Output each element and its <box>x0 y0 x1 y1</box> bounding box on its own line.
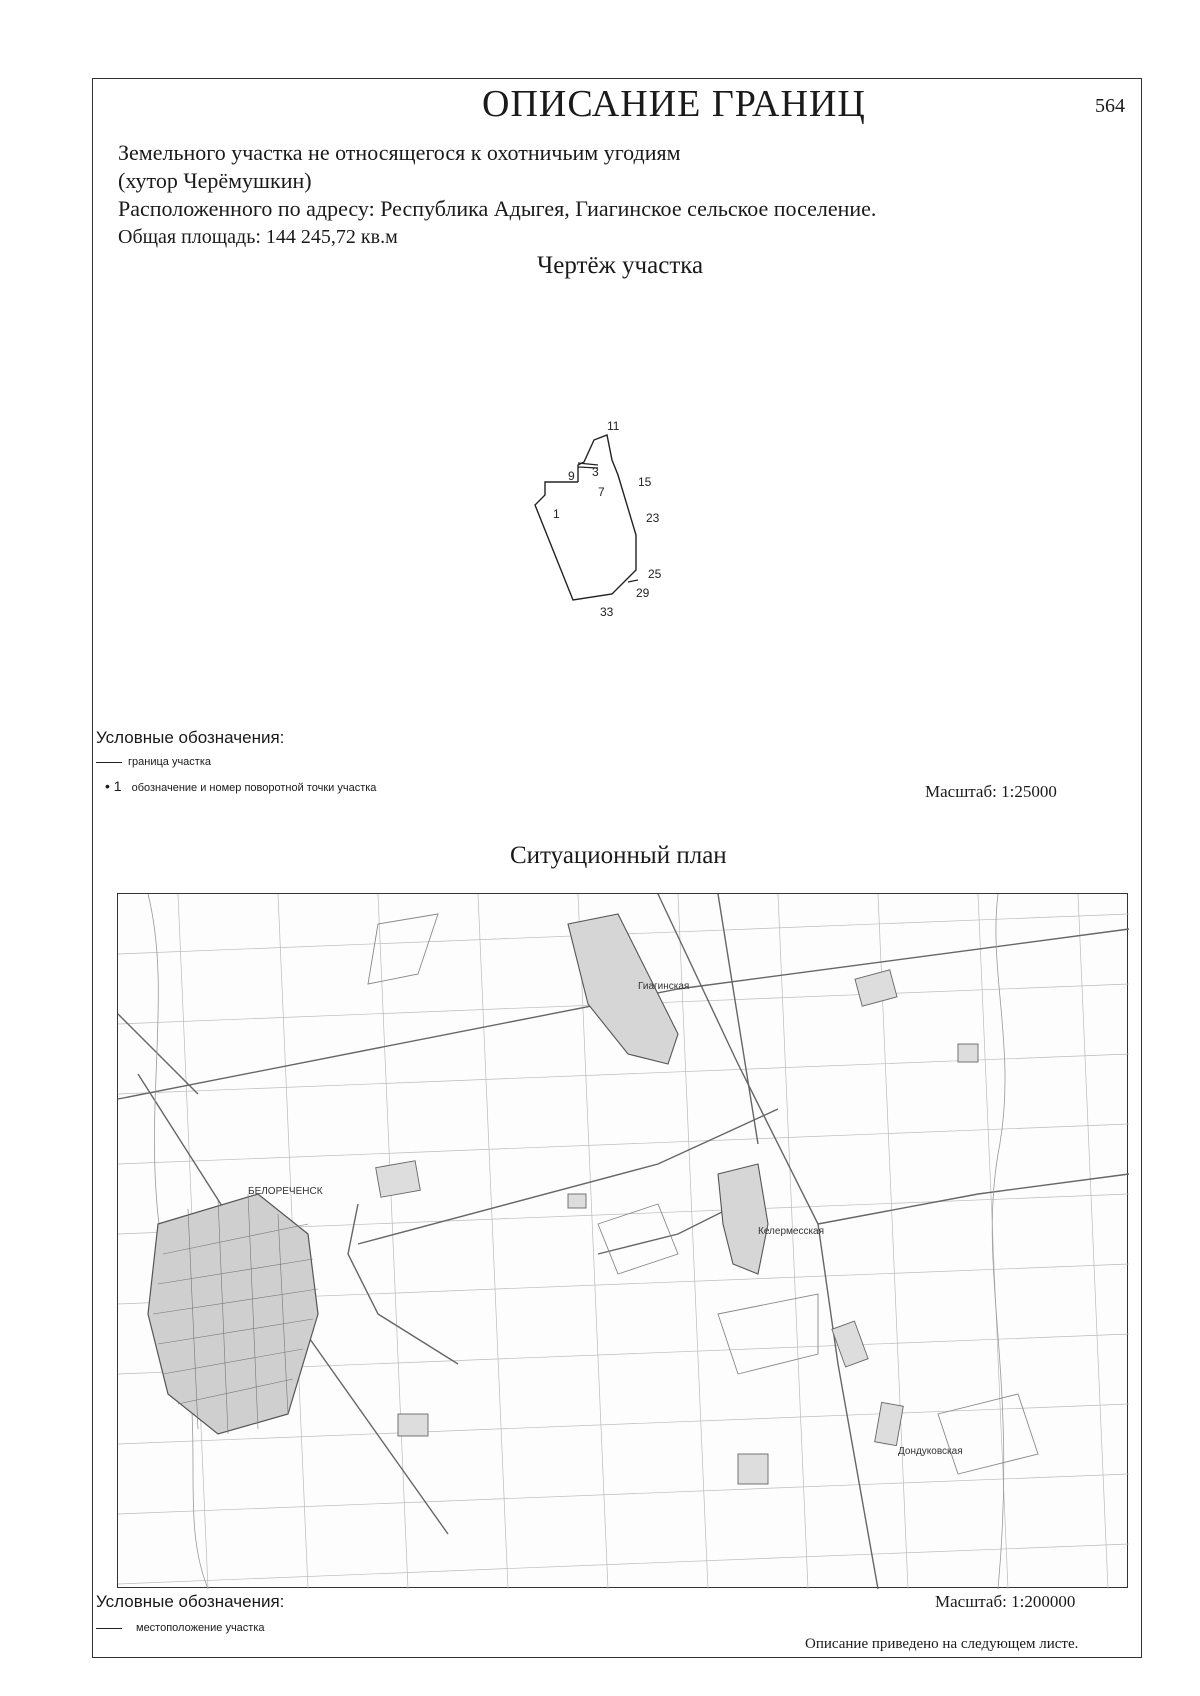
point-label: 25 <box>648 567 662 581</box>
situation-legend-title: Условные обозначения: <box>96 1592 285 1611</box>
point-label: 33 <box>600 605 614 619</box>
situation-map <box>117 893 1128 1588</box>
plot-inner-line <box>628 580 638 582</box>
plot-legend-boundary <box>96 756 211 768</box>
town-belorechensk <box>148 1194 318 1434</box>
plot-section-title: Чертёж участка <box>537 252 704 279</box>
plot-boundary <box>535 435 636 600</box>
map-label: Гиагинская <box>638 981 690 992</box>
map-label: БЕЛОРЕЧЕНСК <box>248 1186 323 1197</box>
point-label: 29 <box>636 586 650 600</box>
plot-legend-title: Условные обозначения: <box>96 728 285 747</box>
plot-scale: Масштаб: 1:25000 <box>925 782 1057 801</box>
point-label: 15 <box>638 475 652 489</box>
point-label: 7 <box>598 485 605 499</box>
point-label: 11 <box>607 419 620 433</box>
map-settlements <box>376 970 978 1484</box>
plot-legend-point <box>105 778 376 794</box>
map-label: Дондуковская <box>898 1446 963 1457</box>
header-line-4: Общая площадь: 144 245,72 кв.м <box>118 226 398 248</box>
map-fields <box>368 914 1038 1474</box>
situation-legend-location-label: местоположение участка <box>136 1622 265 1634</box>
village-kelermesskaya <box>718 1164 768 1274</box>
situation-section-title: Ситуационный план <box>510 842 727 869</box>
point-symbol: • 1 <box>105 778 122 794</box>
point-label: 3 <box>592 465 599 479</box>
boundary-line-sample <box>96 762 122 763</box>
plot-legend-boundary-label: граница участка <box>128 756 211 768</box>
page-number: 564 <box>1095 95 1125 117</box>
plot-legend-point-label: обозначение и номер поворотной точки участка <box>131 782 377 794</box>
point-label: 1 <box>553 507 560 521</box>
situation-scale: Масштаб: 1:200000 <box>935 1592 1076 1611</box>
plot-drawing <box>540 419 710 630</box>
header-line-2: (хутор Черёмушкин) <box>118 168 312 193</box>
footer-note: Описание приведено на следующем листе. <box>805 1636 1079 1652</box>
location-line-sample <box>96 1628 122 1629</box>
header-line-1: Земельного участка не относящегося к охотничьим угодиям <box>118 140 681 165</box>
situation-map-drawing <box>118 894 1129 1589</box>
map-label: Келермесская <box>758 1226 825 1237</box>
point-label: 23 <box>646 511 660 525</box>
point-label: 9 <box>568 469 575 483</box>
page-title: ОПИСАНИЕ ГРАНИЦ <box>482 83 866 125</box>
situation-legend-location <box>96 1622 265 1634</box>
header-line-3: Расположенного по адресу: Республика Адыгея, Гиагинское сельское поселение. <box>118 196 877 221</box>
